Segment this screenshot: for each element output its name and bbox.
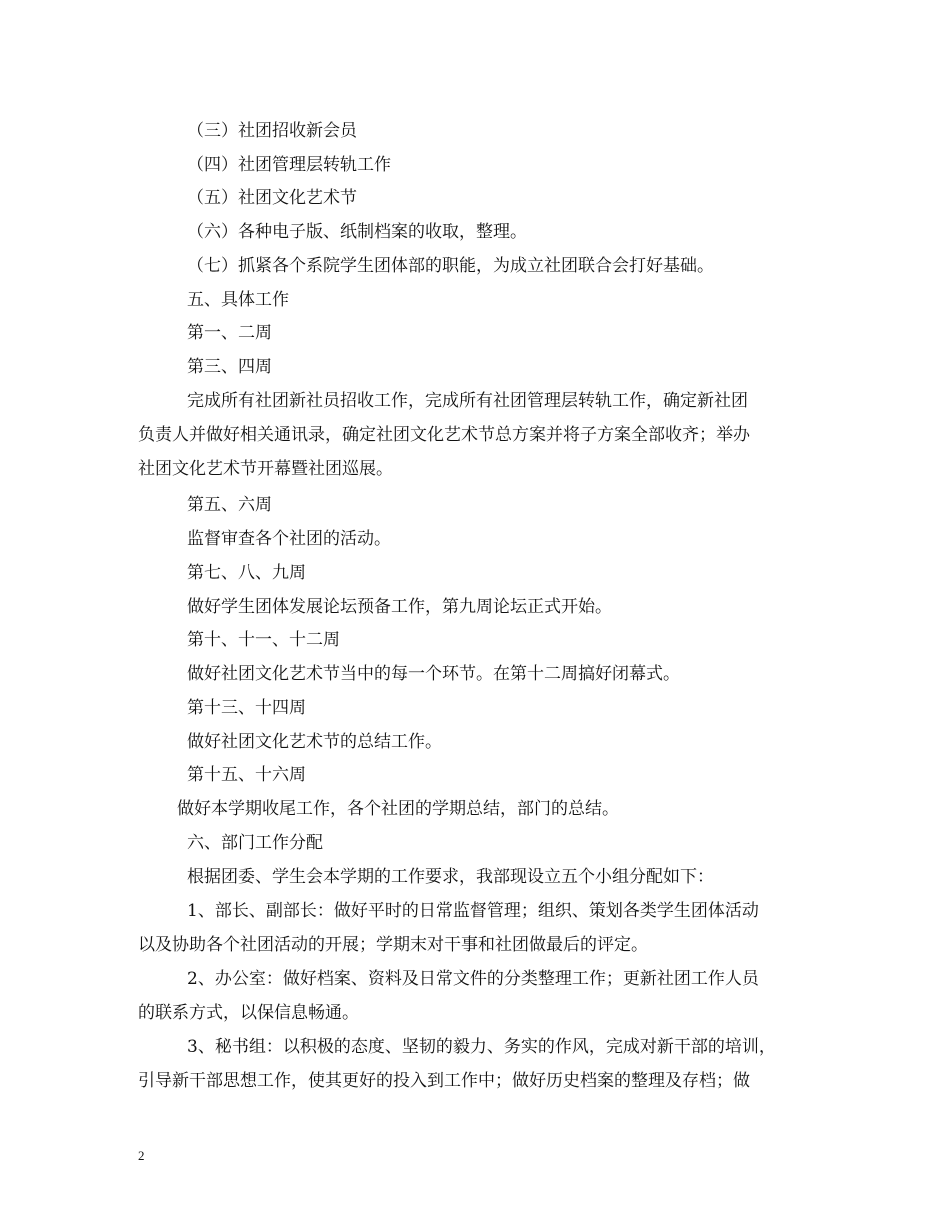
text-line: 社团文化艺术节开幕暨社团巡展。 xyxy=(138,459,393,479)
week-heading: 第十五、十六周 xyxy=(187,765,306,785)
week-heading: 第一、二周 xyxy=(187,323,272,343)
page-number: 2 xyxy=(138,1148,145,1163)
text-line: 做好社团文化艺术节当中的每一个环节。在第十二周搞好闭幕式。 xyxy=(187,664,680,684)
section-heading: 五、具体工作 xyxy=(187,290,289,310)
text-line: 引导新干部思想工作，使其更好的投入到工作中；做好历史档案的整理及存档；做 xyxy=(138,1071,750,1091)
text-line: 监督审查各个社团的活动。 xyxy=(187,529,391,549)
text-line: （四）社团管理层转轨工作 xyxy=(187,155,391,175)
text-line: 做好本学期收尾工作，各个社团的学期总结，部门的总结。 xyxy=(177,799,619,819)
text-line: 做好社团文化艺术节的总结工作。 xyxy=(187,732,442,752)
text-line: 完成所有社团新社员招收工作，完成所有社团管理层转轨工作，确定新社团 xyxy=(187,391,748,411)
text-line: 负责人并做好相关通讯录，确定社团文化艺术节总方案并将子方案全部收齐；举办 xyxy=(138,425,750,445)
week-heading: 第五、六周 xyxy=(187,495,272,515)
text-line: 1、部长、副部长：做好平时的日常监督管理；组织、策划各类学生团体活动 xyxy=(187,901,759,921)
text-line: 以及协助各个社团活动的开展；学期末对干事和社团做最后的评定。 xyxy=(138,935,648,955)
text-line: 的联系方式，以保信息畅通。 xyxy=(138,1003,359,1023)
text-line: 2、办公室：做好档案、资料及日常文件的分类整理工作；更新社团工作人员 xyxy=(187,969,759,989)
section-heading: 六、部门工作分配 xyxy=(187,833,323,853)
week-heading: 第七、八、九周 xyxy=(187,563,306,583)
text-line: （三）社团招收新会员 xyxy=(187,121,357,141)
text-line: （五）社团文化艺术节 xyxy=(187,188,357,208)
week-heading: 第十、十一、十二周 xyxy=(187,630,340,650)
text-line: 3、秘书组：以积极的态度、坚韧的毅力、务实的作风，完成对新干部的培训， xyxy=(187,1037,776,1057)
text-line: 根据团委、学生会本学期的工作要求，我部现设立五个小组分配如下： xyxy=(187,867,714,887)
text-line: 做好学生团体发展论坛预备工作，第九周论坛正式开始。 xyxy=(187,597,612,617)
week-heading: 第三、四周 xyxy=(187,357,272,377)
text-line: （六）各种电子版、纸制档案的收取，整理。 xyxy=(187,222,527,242)
text-line: （七）抓紧各个系院学生团体部的职能，为成立社团联合会打好基础。 xyxy=(187,256,714,276)
week-heading: 第十三、十四周 xyxy=(187,698,306,718)
